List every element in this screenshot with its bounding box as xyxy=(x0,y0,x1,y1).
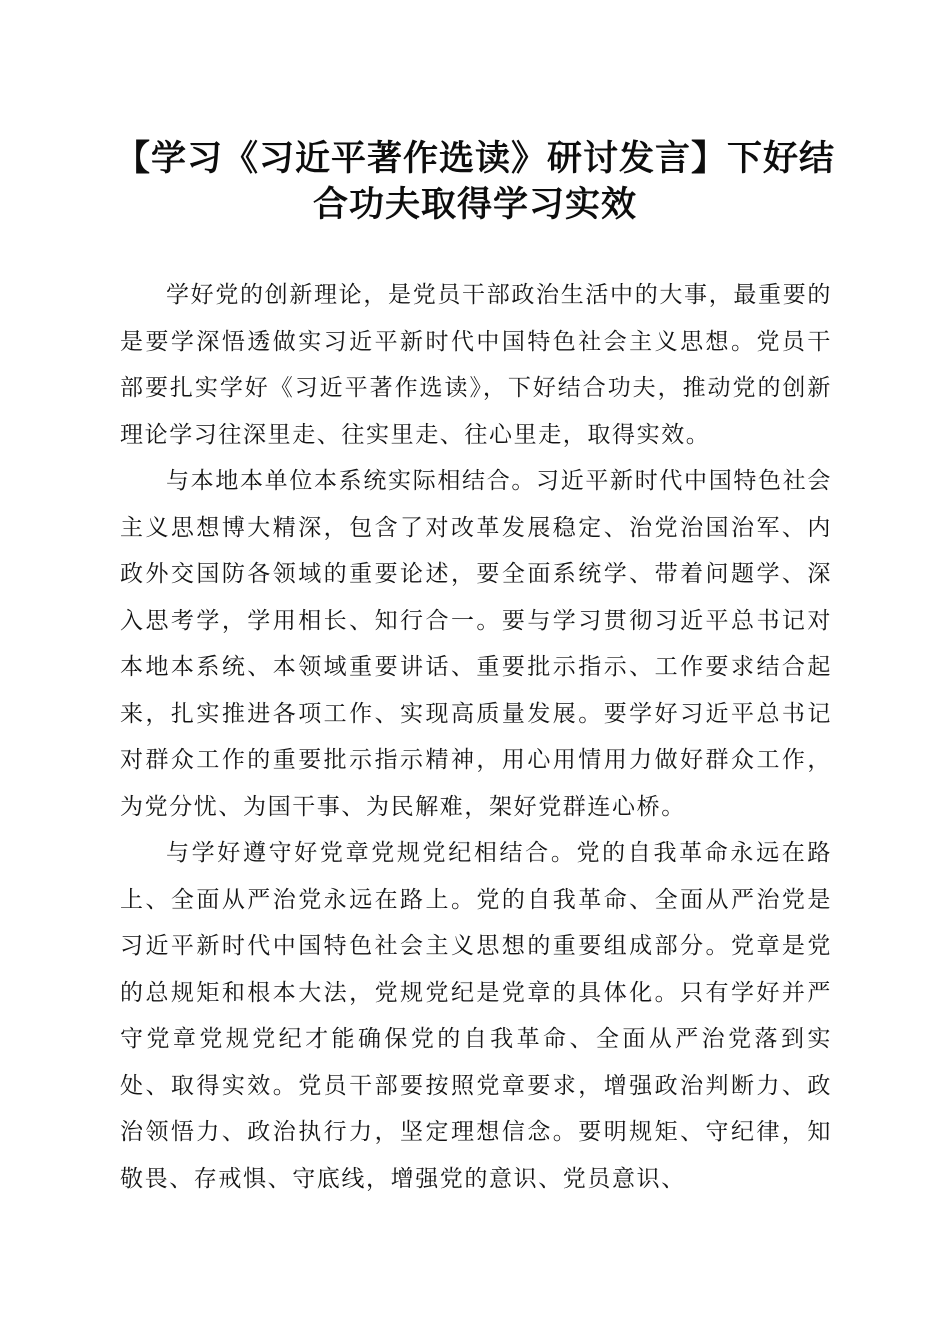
document-body xyxy=(120,272,832,1202)
paragraph-party-rules: 与学好遵守好党章党规党纪相结合。党的自我革命永远在路上、全面从严治党永远在路上。党的自我革命、全面从严治党是习近平新时代中国特色社会主义思想的重要组成部分。党章是党的总规矩和根本大法，党规党纪是党章的具体化。只有学好并严守党章党规党纪才能确保党的自我革命、全面从严治党落到实处、取得实效。党员干部要按照党章要求，增强政治判断力、政治领悟力、政治执行力，坚定理想信念。要明规矩、守纪律，知敬畏、存戒惧、守底线，增强党的意识、党员意识、 xyxy=(120,840,832,1192)
document-title xyxy=(100,136,850,228)
title-line-2: 合功夫取得学习实效 xyxy=(312,184,637,225)
paragraph-local-practice: 与本地本单位本系统实际相结合。习近平新时代中国特色社会主义思想博大精深，包含了对改革发展稳定、治党治国治军、内政外交国防各领域的重要论述，要全面系统学、带着问题学、深入思考学，学用相长、知行合一。要与学习贯彻习近平总书记对本地本系统、本领域重要讲话、重要批示指示、工作要求结合起来，扎实推进各项工作、实现高质量发展。要学好习近平总书记对群众工作的重要批示指示精神，用心用情用力做好群众工作，为党分忧、为国干事、为民解难，架好党群连心桥。 xyxy=(120,468,832,820)
paragraph-intro: 学好党的创新理论，是党员干部政治生活中的大事，最重要的是要学深悟透做实习近平新时代中国特色社会主义思想。党员干部要扎实学好《习近平著作选读》，下好结合功夫，推动党的创新理论学习往深里走、往实里走、往心里走，取得实效。 xyxy=(120,282,832,448)
title-line-1: 【学习《习近平著作选读》研讨发言】下好结 xyxy=(114,138,835,179)
